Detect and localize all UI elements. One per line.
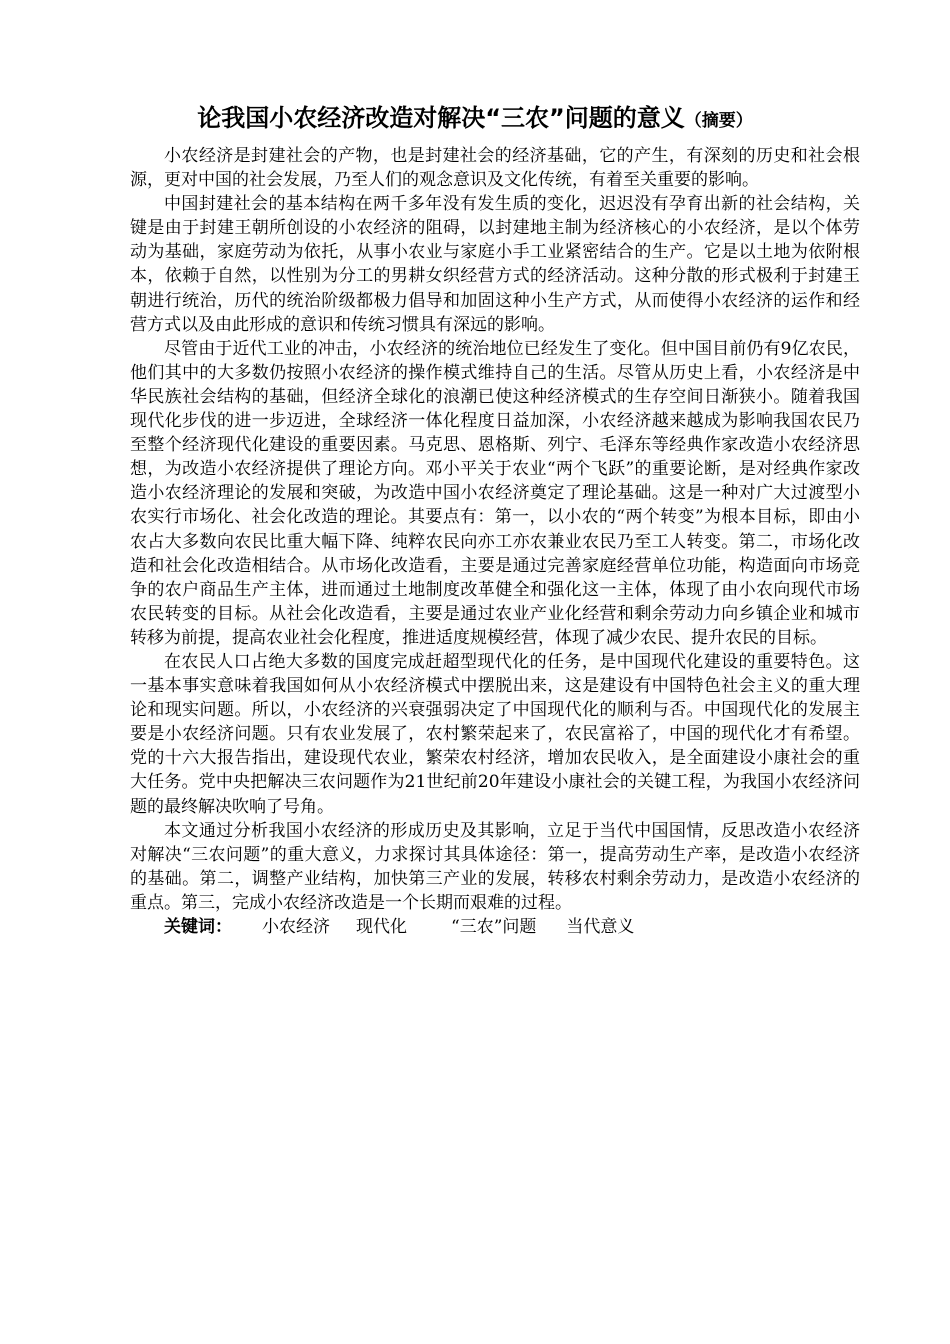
paragraph: 在农民人口占绝大多数的国度完成赶超型现代化的任务，是中国现代化建设的重要特色。这一基本事实意味着我国如何从小农经济模式中摆脱出来，这是建设有中国特色社会主义的重大理论和现实问题。所以，小农经济的兴衰强弱决定了中国现代化的顺利与否。中国现代化的发展主要是小农经济问题。只有农业发展了，农村繁荣起来了，农民富裕了，中国的现代化才有希望。党的十六大报告指出，建设现代农业，繁荣农村经济，增加农民收入，是全面建设小康社会的重大任务。党中央把解决三农问题作为21世纪前20年建设小康社会的关键工程，为我国小农经济问题的最终解决吹响了号角。 (130, 651, 860, 817)
paragraph: 尽管由于近代工业的冲击，小农经济的统治地位已经发生了变化。但中国目前仍有9亿农民，他们其中的大多数仍按照小农经济的操作模式维持自己的生活。尽管从历史上看，小农经济是中华民族社会结构的基础，但经济全球化的浪潮已使这种经济模式的生存空间日渐狭小。随着我国现代化步伐的进一步迈进，全球经济一体化程度日益加深，小农经济越来越成为影响我国农民乃至整个经济现代化建设的重要因素。马克思、恩格斯、列宁、毛泽东等经典作家改造小农经济思想，为改造小农经济提供了理论方向。邓小平关于农业“两个飞跃”的重要论断，是对经典作家改造小农经济理论的发展和突破，为改造中国小农经济奠定了理论基础。这是一种对广大过渡型小农实行市场化、社会化改造的理论。其要点有：第一，以小农的“两个转变”为根本目标，即由小农占大多数向农民比重大幅下降、纯粹农民向亦工亦农兼业农民乃至工人转变。第二，市场化改造和社会化改造相结合。从市场化改造看，主要是通过完善家庭经营单位功能，构造面向市场竞争的农户商品生产主体，进而通过土地制度改革健全和强化这一主体，体现了由小农向现代市场农民转变的目标。从社会化改造看，主要是通过农业产业化经营和剩余劳动力向乡镇企业和城市转移为前提，提高农业社会化程度，推进适度规模经营，体现了减少农民、提升农民的目标。 (130, 338, 860, 648)
document-title (0, 103, 950, 136)
keywords-line (130, 915, 860, 939)
title-text: 论我国小农经济改造对解决“三农”问题的意义 (197, 104, 685, 132)
keywords-label: 关键词： (164, 917, 232, 937)
keyword: 当代意义 (566, 917, 635, 937)
keyword: 小农经济 (262, 917, 330, 937)
abstract-body (130, 144, 860, 939)
paragraph: 中国封建社会的基本结构在两千多年没有发生质的变化，迟迟没有孕育出新的社会结构，关键是由于封建王朝所创设的小农经济的阻碍，以封建地主制为经济核心的小农经济，是以个体劳动为基础，家庭劳动为依托，从事小农业与家庭小手工业紧密结合的生产。它是以土地为依附根本，依赖于自然，以性别为分工的男耕女织经营方式的经济活动。这种分散的形式极利于封建王朝进行统治，历代的统治阶级都极力倡导和加固这种小生产方式，从而使得小农经济的运作和经营方式以及由此形成的意识和传统习惯具有深远的影响。 (130, 194, 860, 335)
keyword: “三农”问题 (451, 917, 537, 937)
paragraph: 小农经济是封建社会的产物，也是封建社会的经济基础，它的产生，有深刻的历史和社会根源，更对中国的社会发展，乃至人们的观念意识及文化传统，有着至关重要的影响。 (130, 146, 860, 191)
title-suffix: （摘要） (684, 111, 753, 131)
keyword: 现代化 (356, 917, 407, 937)
paragraph: 本文通过分析我国小农经济的形成历史及其影响，立足于当代中国国情，反思改造小农经济对解决“三农问题”的重大意义，力求探讨其具体途径：第一，提高劳动生产率，是改造小农经济的基础。第二，调整产业结构，加快第三产业的发展，转移农村剩余劳动力，是改造小农经济的重点。第三，完成小农经济改造是一个长期而艰难的过程。 (130, 820, 860, 913)
